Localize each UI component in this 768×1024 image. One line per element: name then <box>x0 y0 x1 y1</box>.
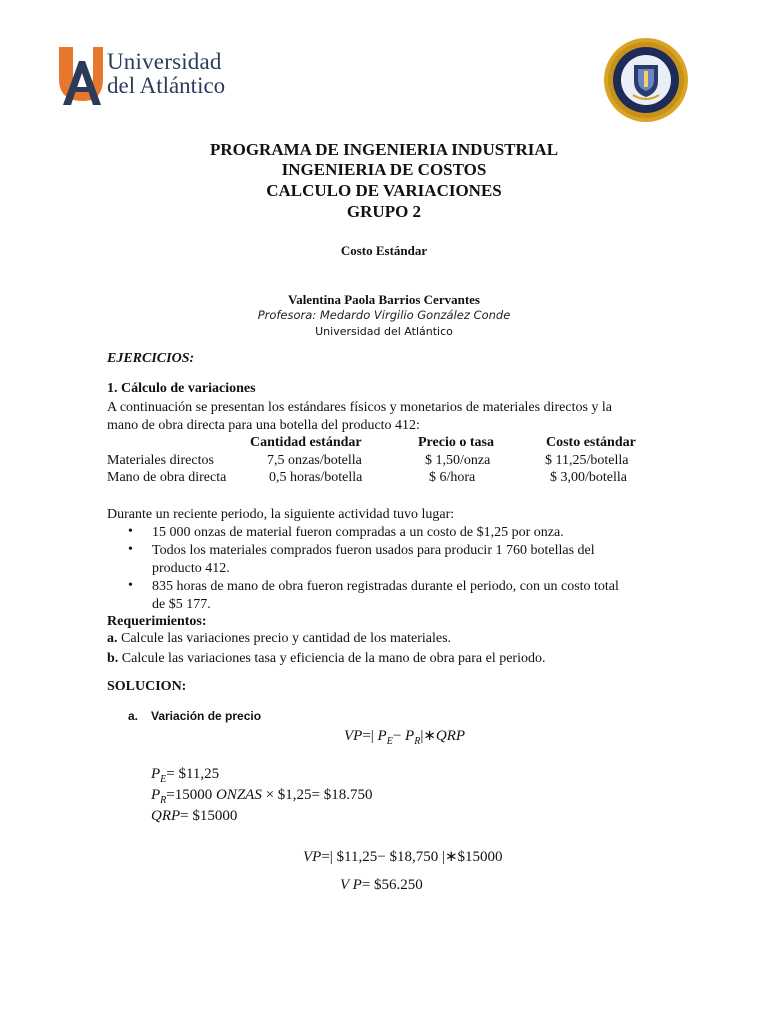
value-pr: $P_R=15000$ ONZAS × $1,25= $18.750 <box>151 787 373 806</box>
university-name-line1: Universidad <box>107 49 222 74</box>
table-cell: 7,5 onzas/botella <box>267 453 362 468</box>
solution-item-label: a. <box>128 709 139 723</box>
list-item: 835 horas de mano de obra fueron registradas durante el periodo, con un costo total <box>152 579 619 594</box>
activity-intro: Durante un reciente periodo, la siguiente actividad tuvo lugar: <box>107 507 455 522</box>
requirement-a-label: a. <box>107 631 118 646</box>
table-row-label: Materiales directos <box>107 453 214 468</box>
requirement-a <box>107 630 451 648</box>
solution-item-title: Variación de precio <box>151 709 262 723</box>
group-title: GRUPO 2 <box>346 202 422 221</box>
course-title: INGENIERIA DE COSTOS <box>281 160 487 179</box>
program-title: PROGRAMA DE INGENIERIA INDUSTRIAL <box>209 140 559 159</box>
university-logo-mark-icon <box>55 43 107 107</box>
table-cell: $ 1,50/onza <box>425 453 491 468</box>
list-item-continuation: de $5 177. <box>152 597 211 612</box>
institution-name: Universidad del Atlántico <box>315 325 453 338</box>
table-cell: $ 6/hora <box>429 470 476 485</box>
solution-heading: SOLUCION: <box>107 679 187 694</box>
calc-vp: VP=| $11,25− $18,750 |∗$15000 <box>303 849 503 865</box>
professor-name: Profesora: Medardo Virgilio González Conde <box>257 308 511 322</box>
university-logo <box>55 43 230 107</box>
ejercicios-heading: EJERCICIOS: <box>107 351 195 366</box>
table-cell: 0,5 horas/botella <box>269 470 363 485</box>
table-header-costo: Costo estándar <box>546 435 636 450</box>
accreditation-seal-icon <box>603 37 689 123</box>
section-title: 1. Cálculo de variaciones <box>107 381 256 396</box>
requirement-b-label: b. <box>107 651 119 666</box>
subtitle: Costo Estándar <box>340 243 428 258</box>
table-header-cantidad: Cantidad estándar <box>250 435 362 450</box>
requirement-b <box>107 650 546 668</box>
result-vp: V P= $56.250 <box>340 877 423 893</box>
university-name-line2: del Atlántico <box>107 73 226 98</box>
table-header-precio: Precio o tasa <box>418 435 494 450</box>
list-item-continuation: producto 412. <box>152 561 230 576</box>
bullet-icon: • <box>128 524 133 539</box>
topic-title: CALCULO DE VARIACIONES <box>266 181 502 200</box>
table-row-label: Mano de obra directa <box>107 470 227 485</box>
table-cell: $ 11,25/botella <box>545 453 629 468</box>
bullet-icon: • <box>128 578 133 593</box>
formula-vp: VP=| $P_E-$ $P_R|∗QRP$ <box>344 728 466 747</box>
bullet-icon: • <box>128 542 133 557</box>
list-item: 15 000 onzas de material fueron compradas a un costo de $1,25 por onza. <box>152 525 564 540</box>
table-cell: $ 3,00/botella <box>550 470 627 485</box>
intro-line1: A continuación se presentan los estándares físicos y monetarios de materiales directos y la <box>107 400 613 415</box>
intro-line2: mano de obra directa para una botella del producto 412: <box>107 418 420 433</box>
author-name: Valentina Paola Barrios Cervantes <box>288 292 480 307</box>
list-item: Todos los materiales comprados fueron usados para producir 1 760 botellas del <box>152 543 595 558</box>
requirements-heading: Requerimientos: <box>107 614 207 629</box>
value-pe: $P_E=$ $11,25 <box>151 766 220 785</box>
requirement-b-text: Calcule las variaciones tasa y eficiencia de la mano de obra para el periodo. <box>118 651 546 666</box>
requirement-a-text: Calcule las variaciones precio y cantidad de los materiales. <box>117 631 452 646</box>
value-qrp: QRP= $15000 <box>151 808 238 824</box>
